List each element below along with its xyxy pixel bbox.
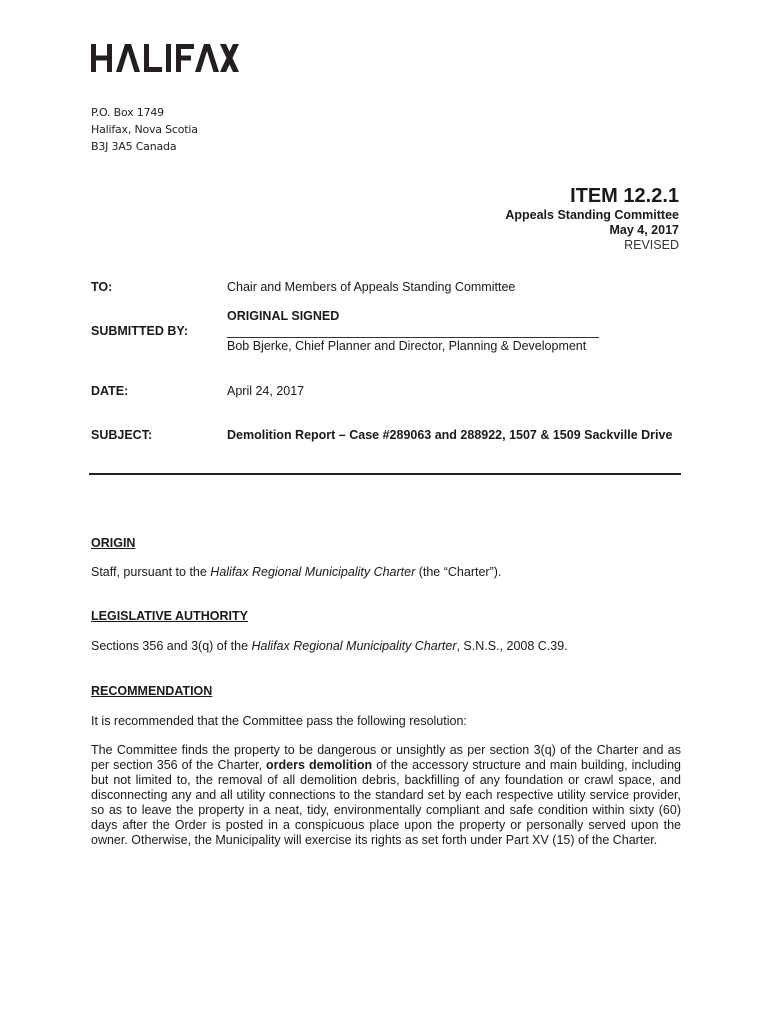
subject-value: Demolition Report – Case #289063 and 288922, 1507 & 1509 Sackville Drive (227, 428, 673, 442)
halifax-logo (91, 44, 239, 72)
date-label: DATE: (91, 384, 129, 398)
signature-line (227, 337, 599, 338)
recommendation-heading: RECOMMENDATION (91, 684, 213, 698)
item-number: ITEM 12.2.1 (570, 185, 679, 207)
address-line: Halifax, Nova Scotia (91, 123, 198, 136)
subject-label: SUBJECT: (91, 428, 153, 442)
address-line: P.O. Box 1749 (91, 106, 164, 119)
revision-status: REVISED (624, 238, 679, 252)
header-divider (89, 473, 681, 475)
meeting-date: May 4, 2017 (609, 223, 679, 237)
mailing-address (91, 104, 198, 155)
origin-heading: ORIGIN (91, 536, 136, 550)
to-label: TO: (91, 280, 113, 294)
item-header (505, 184, 679, 253)
legislative-heading: LEGISLATIVE AUTHORITY (91, 609, 248, 623)
committee-name: Appeals Standing Committee (505, 208, 679, 222)
to-value: Chair and Members of Appeals Standing Committee (227, 280, 516, 294)
submitter-name: Bob Bjerke, Chief Planner and Director, Planning & Development (227, 339, 587, 353)
original-signed: ORIGINAL SIGNED (227, 309, 340, 323)
submitted-by-label: SUBMITTED BY: (91, 324, 188, 338)
address-line: B3J 3A5 Canada (91, 140, 177, 153)
date-value: April 24, 2017 (227, 384, 305, 398)
origin-text: Staff, pursuant to the Halifax Regional Municipality Charter (the “Charter”). (91, 565, 502, 579)
recommendation-intro: It is recommended that the Committee pass the following resolution: (91, 714, 467, 728)
legislative-text: Sections 356 and 3(q) of the Halifax Regional Municipality Charter, S.N.S., 2008 C.39. (91, 639, 568, 653)
recommendation-body: The Committee finds the property to be dangerous or unsightly as per section 3(q) of the Charter and as per section 356 of the Charter, orders demolition of the accessory structure and main building, including but not limited to, the removal of all demolition debris, backfilling of any foundation or crawl space, and disconnecting any and all utility connections to the standard set by each respective utility service provider, so as to leave the property in a neat, tidy, environmentally compliant and safe condition within sixty (60) days after the Order is posted in a conspicuous place upon the property or personally served upon the owner. Otherwise, the Municipality will exercise its rights as set forth under Part XV (15) of the Charter. (91, 743, 681, 847)
